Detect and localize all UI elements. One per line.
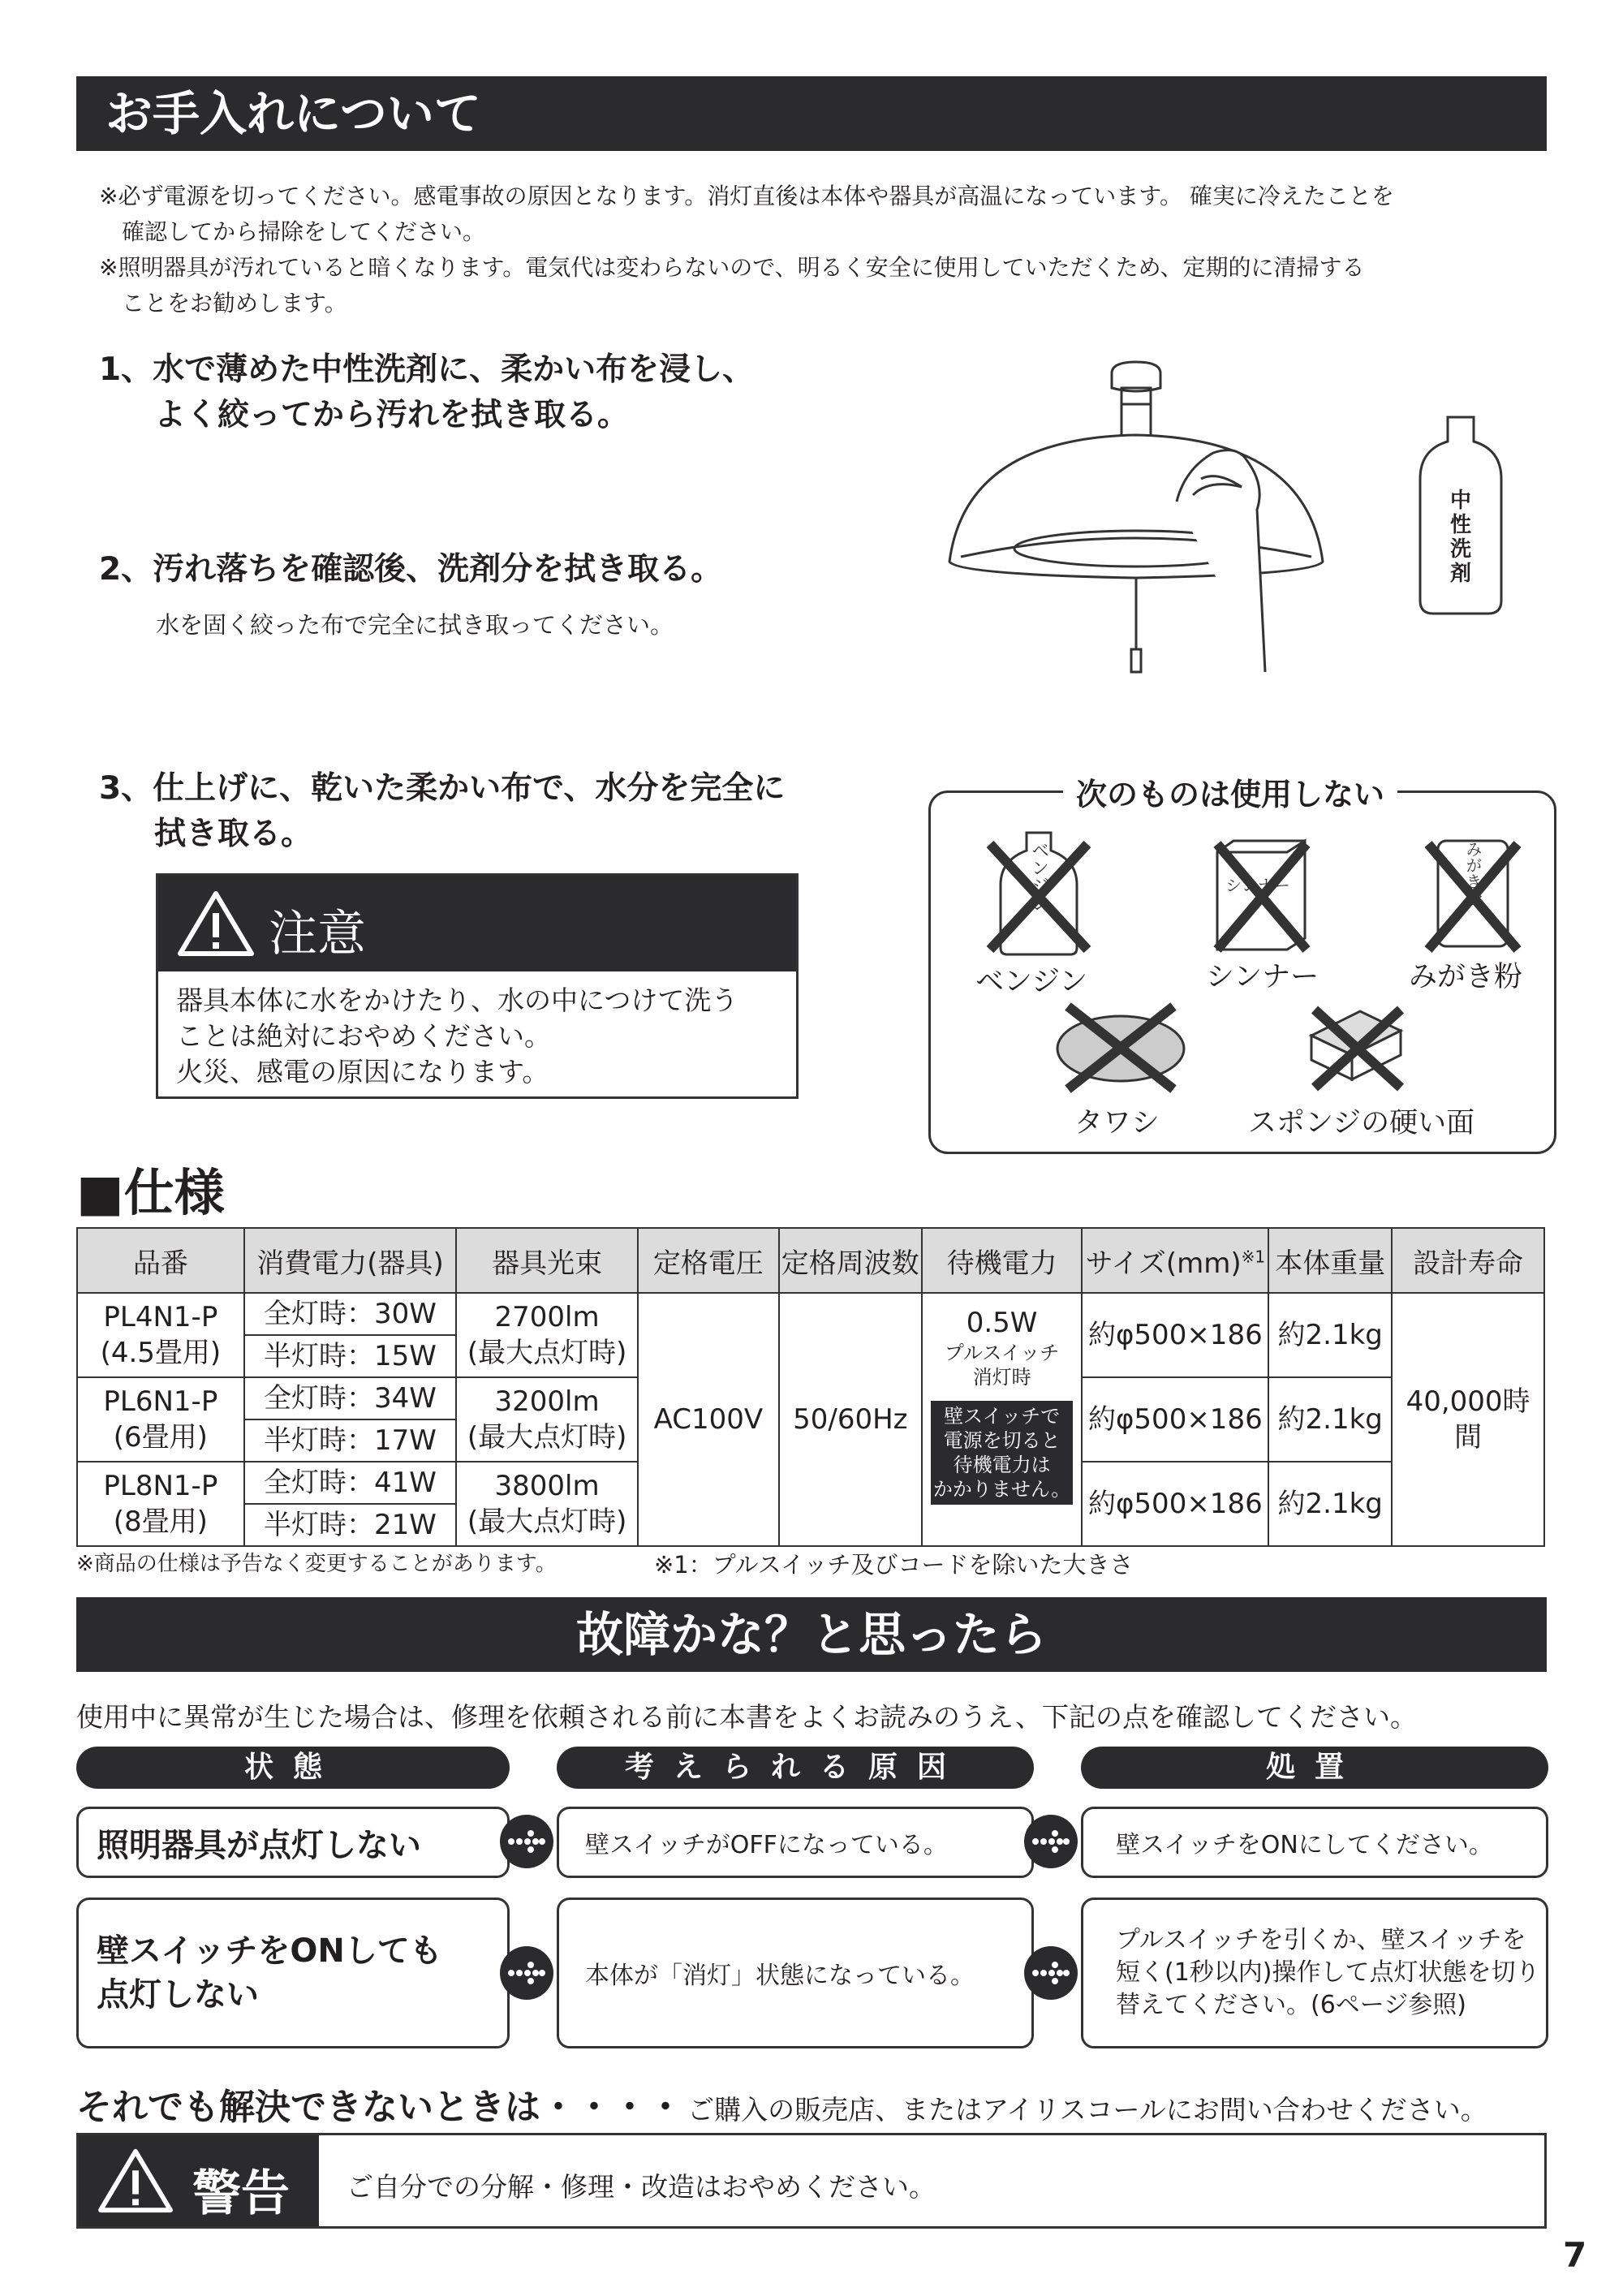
detergent-bottle-icon bbox=[1419, 414, 1503, 617]
spec-title: ■仕様 bbox=[76, 1163, 225, 1222]
label-benzine: ベンジン bbox=[975, 966, 1088, 998]
detergent-label: 中性洗剤 bbox=[1449, 489, 1471, 586]
col-state-pill: 状態 bbox=[76, 1747, 510, 1789]
standby-note: プルスイッチ 消灯時 bbox=[944, 1342, 1060, 1389]
step-3: 3、仕上げに、乾いた柔かい布で、水分を完全に 拭き取る。 bbox=[99, 770, 786, 852]
model-cell: PL8N1-P (8畳用) bbox=[77, 1462, 244, 1546]
header-weight: 本体重量 bbox=[1268, 1228, 1392, 1293]
model-cell: PL6N1-P (6畳用) bbox=[77, 1377, 244, 1462]
step-2-sub: 水を固く絞った布で完全に拭き取ってください。 bbox=[156, 611, 674, 639]
warning-triangle-icon bbox=[97, 2147, 174, 2215]
full-power-cell: 全灯時：30W bbox=[244, 1293, 456, 1335]
header-power: 消費電力(器具) bbox=[244, 1228, 456, 1293]
life-cell: 40,000時間 bbox=[1392, 1293, 1544, 1546]
standby-box: 壁スイッチで 電源を切ると 待機電力は かかりません。 bbox=[931, 1401, 1074, 1505]
cause-box-1: 壁スイッチがOFFになっている。 bbox=[557, 1807, 1034, 1878]
polishing-powder-container-label: みがき粉 bbox=[1463, 841, 1483, 906]
warning-box bbox=[76, 2133, 1547, 2229]
header-life: 設計寿命 bbox=[1392, 1228, 1544, 1293]
lumen-cell: 3800lm (最大点灯時) bbox=[456, 1462, 638, 1546]
do-not-use-title: 次のものは使用しない bbox=[1063, 769, 1397, 814]
model-cell: PL4N1-P (4.5畳用) bbox=[77, 1293, 244, 1377]
full-power-cell: 全灯時：34W bbox=[244, 1377, 456, 1419]
arrow-icon bbox=[500, 1815, 553, 1868]
label-polishing-powder: みがき粉 bbox=[1409, 961, 1523, 993]
col-cause-pill: 考えられる原因 bbox=[557, 1747, 1034, 1789]
full-power-cell: 全灯時：41W bbox=[244, 1462, 456, 1504]
spec-table bbox=[76, 1227, 1545, 1547]
frequency-cell: 50/60Hz bbox=[779, 1293, 922, 1546]
header-model: 品番 bbox=[77, 1228, 244, 1293]
spec-header-row bbox=[77, 1228, 1544, 1293]
care-header bbox=[76, 76, 1547, 151]
header-standby: 待機電力 bbox=[922, 1228, 1083, 1293]
unresolved-bold: それでも解決できないときは・・・・ bbox=[76, 2087, 683, 2128]
warning-text: ご自分での分解・修理・改造はおやめください。 bbox=[347, 2171, 936, 2203]
unresolved-text: ご購入の販売店、またはアイリスコールにお問い合わせください。 bbox=[687, 2094, 1487, 2126]
cause-box-2: 本体が「消灯」状態になっている。 bbox=[557, 1898, 1034, 2048]
scrub-brush-icon bbox=[1052, 998, 1190, 1096]
label-scrub-brush: タワシ bbox=[1074, 1107, 1160, 1139]
arrow-icon bbox=[1024, 1815, 1078, 1868]
header-frequency: 定格周波数 bbox=[779, 1228, 922, 1293]
half-power-cell: 半灯時：15W bbox=[244, 1335, 456, 1377]
trouble-intro: 使用中に異常が生じた場合は、修理を依頼される前に本書をよくお読みのうえ、下記の点を確認してください。 bbox=[76, 1701, 1417, 1733]
trouble-header bbox=[76, 1597, 1547, 1672]
spec-footnote-right: ※1：プルスイッチ及びコードを除いた大きさ bbox=[654, 1551, 1134, 1579]
benzine-icon bbox=[982, 828, 1096, 958]
label-thinner: シンナー bbox=[1206, 961, 1319, 993]
thinner-can-label: シンナー bbox=[1225, 876, 1290, 895]
warning-title: 警告 bbox=[192, 2165, 290, 2222]
weight-cell: 約2.1kg bbox=[1268, 1293, 1392, 1377]
voltage-cell: AC100V bbox=[638, 1293, 779, 1546]
step-1: 1、水で薄めた中性洗剤に、柔かい布を浸し、 よく絞ってから汚れを拭き取る。 bbox=[99, 351, 755, 433]
arrow-icon bbox=[1024, 1946, 1078, 2000]
warning-label bbox=[79, 2135, 319, 2226]
care-title: お手入れについて bbox=[105, 86, 481, 141]
label-sponge: スポンジの硬い面 bbox=[1248, 1107, 1475, 1139]
step-2: 2、汚れ落ちを確認後、洗剤分を拭き取る。 bbox=[99, 551, 723, 588]
lumen-cell: 3200lm (最大点灯時) bbox=[456, 1377, 638, 1462]
caution-text: 器具本体に水をかけたり、水の中につけて洗う ことは絶対におやめください。 火災、感電の原因になります。 bbox=[176, 984, 738, 1088]
standby-cell: 0.5W プルスイッチ 消灯時 壁スイッチで 電源を切ると 待機電力は かかりません。 bbox=[922, 1293, 1083, 1546]
spec-footnote-left: ※商品の仕様は予告なく変更することがあります。 bbox=[76, 1552, 557, 1576]
sponge-icon bbox=[1303, 1003, 1409, 1092]
table-row bbox=[77, 1293, 1544, 1335]
weight-cell: 約2.1kg bbox=[1268, 1462, 1392, 1546]
action-box-1: 壁スイッチをONにしてください。 bbox=[1081, 1807, 1548, 1878]
size-cell: 約φ500×186 bbox=[1082, 1377, 1268, 1462]
size-cell: 約φ500×186 bbox=[1082, 1293, 1268, 1377]
care-note-1: ※必ず電源を切ってください。感電事故の原因となります。消灯直後は本体や器具が高温になっています。 確実に冷えたことを 確認してから掃除をしてください。 ※照明器具が汚れていると暗くなります。電気代は変わらないので、明るく安全に使用していただくため、定期的に清掃する ことをお勧めします。 bbox=[99, 183, 1394, 317]
benzine-bottle-label: ベンジン bbox=[1028, 841, 1049, 912]
action-box-2: プルスイッチを引くか、壁スイッチを 短く(1秒以内)操作して点灯状態を切り 替えてください。(6ページ参照) bbox=[1081, 1898, 1548, 2048]
arrow-icon bbox=[500, 1946, 553, 2000]
lumen-cell: 2700lm (最大点灯時) bbox=[456, 1293, 638, 1377]
lamp-cleaning-illustration bbox=[933, 357, 1339, 682]
size-cell: 約φ500×186 bbox=[1082, 1462, 1268, 1546]
caution-header bbox=[158, 876, 796, 971]
state-box-1: 照明器具が点灯しない bbox=[76, 1807, 510, 1878]
header-size: サイズ(mm)$^{※1}$ bbox=[1082, 1228, 1268, 1293]
col-action-pill: 処置 bbox=[1081, 1747, 1548, 1789]
warning-triangle-icon bbox=[176, 889, 256, 958]
caution-title: 注意 bbox=[269, 906, 366, 963]
header-lumen: 器具光束 bbox=[456, 1228, 638, 1293]
unresolved-line bbox=[76, 2078, 1487, 2130]
page-number: 7 bbox=[1563, 2235, 1587, 2275]
half-power-cell: 半灯時：17W bbox=[244, 1419, 456, 1462]
header-voltage: 定格電圧 bbox=[638, 1228, 779, 1293]
half-power-cell: 半灯時：21W bbox=[244, 1504, 456, 1546]
trouble-title: 故障かな？と思ったら bbox=[575, 1607, 1047, 1662]
state-box-2: 壁スイッチをONしても 点灯しない bbox=[76, 1898, 510, 2048]
polishing-powder-icon bbox=[1420, 828, 1526, 958]
weight-cell: 約2.1kg bbox=[1268, 1377, 1392, 1462]
caution-box bbox=[156, 873, 799, 1099]
thinner-icon bbox=[1209, 828, 1315, 958]
